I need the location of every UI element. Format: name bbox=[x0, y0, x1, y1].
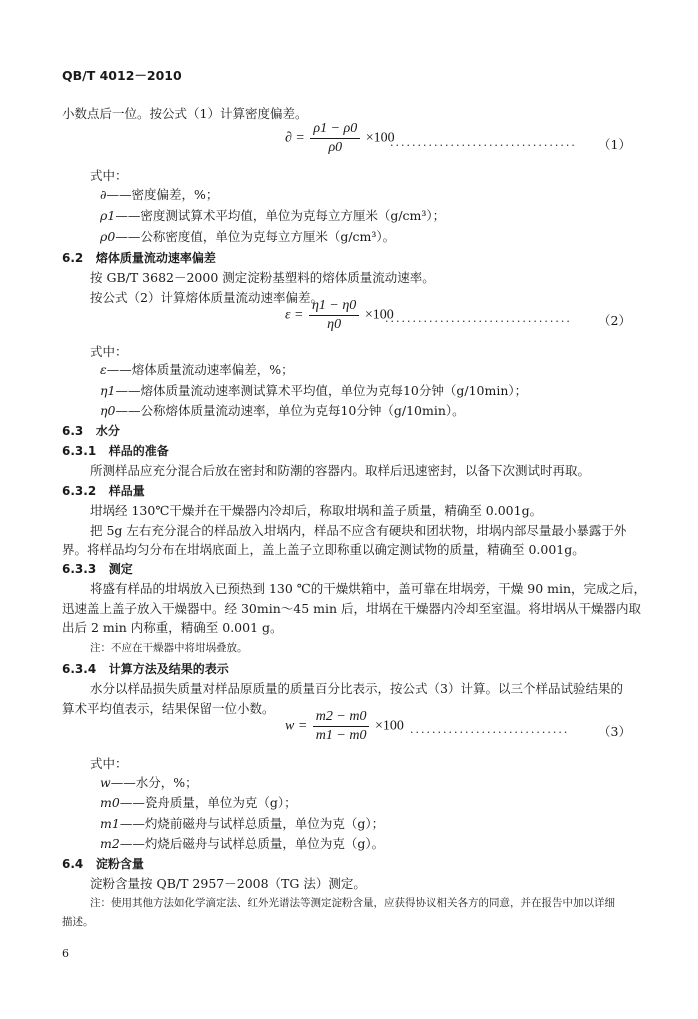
equation-3: w = $\frac{m2 - m0}{m1 - m0}$ ×100 bbox=[285, 709, 404, 743]
definition-row: ρ0——公称密度值，单位为克每立方厘米（g/cm³）。 bbox=[100, 229, 396, 244]
paragraph-line: 界。将样品均匀分布在坩埚底面上，盖上盖子立即称重以确定测试物的质量，精确至 0.001g。 bbox=[62, 542, 585, 557]
section-heading-6-3-2: 6.3.2 样品量 bbox=[62, 484, 145, 498]
definition-row: η1——熔体质量流动速率测试算术平均值，单位为克每10分钟（g/10min）； bbox=[100, 383, 528, 398]
note: 注：不应在干燥器中将坩埚叠放。 bbox=[90, 642, 248, 654]
note: 注：使用其他方法如化学滴定法、红外光谱法等测定淀粉含量，应获得协议相关各方的同意，并在报告中加以详细 bbox=[90, 897, 615, 909]
paragraph-line: 算术平均值表示，结果保留一位小数。 bbox=[62, 701, 275, 716]
paragraph-line: 将盛有样品的坩埚放入已预热到 130 ℃的干燥烘箱中，盖可靠在坩埚旁，干燥 90 min，完成之后， bbox=[90, 581, 647, 596]
eq1-numerator: ρ1 − ρ0 bbox=[310, 122, 360, 139]
definition-row: ∂——密度偏差，%； bbox=[100, 187, 219, 202]
paragraph-line: 按公式（2）计算熔体质量流动速率偏差。 bbox=[90, 290, 323, 305]
paragraph-line: 出后 2 min 内称重，精确至 0.001 g。 bbox=[62, 620, 283, 635]
eq3-denominator: m1 − m0 bbox=[315, 728, 367, 743]
intro-line: 小数点后一位。按公式（1）计算密度偏差。 bbox=[62, 106, 308, 121]
definition-row: η0——公称熔体质量流动速率，单位为克每10分钟（g/10min）。 bbox=[100, 403, 465, 418]
paragraph-line: 按 GB/T 3682－2000 测定淀粉基塑料的熔体质量流动速率。 bbox=[90, 270, 435, 285]
section-heading-6-3: 6.3 水分 bbox=[62, 424, 120, 438]
eq1-denominator: ρ0 bbox=[328, 140, 343, 155]
eq2-denominator: η0 bbox=[327, 317, 342, 332]
equation-2-number: （2） bbox=[598, 313, 631, 328]
eq2-numerator: η1 − η0 bbox=[309, 299, 359, 316]
definition-row: w——水分，%； bbox=[100, 775, 198, 790]
definition-row: m1——灼烧前磁舟与试样总质量，单位为克（g）； bbox=[100, 816, 385, 831]
paragraph-line: 水分以样品损失质量对样品原质量的质量百分比表示，按公式（3）计算。以三个样品试验结果的 bbox=[90, 681, 623, 696]
section-heading-6-2: 6.2 熔体质量流动速率偏差 bbox=[62, 251, 216, 265]
paragraph-line: 淀粉含量按 QB/T 2957－2008（TG 法）测定。 bbox=[90, 876, 366, 891]
where-label-2: 式中： bbox=[90, 344, 128, 359]
definition-row: m0——瓷舟质量，单位为克（g）； bbox=[100, 795, 297, 810]
paragraph-line: 迅速盖上盖子放入干燥器中。经 30min～45 min 后，坩埚在干燥器内冷却至室温。将坩埚从干燥器内取 bbox=[62, 601, 642, 616]
paragraph-line: 坩埚经 130℃干燥并在干燥器内冷却后，称取坩埚和盖子质量，精确至 0.001g。 bbox=[90, 503, 543, 518]
paragraph-line: 所测样品应充分混合后放在密封和防潮的容器内。取样后迅速密封，以备下次测试时再取。 bbox=[90, 463, 591, 478]
definition-row: m2——灼烧后磁舟与试样总质量，单位为克（g）。 bbox=[100, 836, 385, 851]
equation-1-number: （1） bbox=[598, 137, 631, 152]
section-heading-6-3-1: 6.3.1 样品的准备 bbox=[62, 444, 169, 458]
equation-1: ∂ = $\frac{\rho 1 - \rho 0}{\rho 0}$ ×100 bbox=[285, 121, 395, 155]
note: 描述。 bbox=[62, 916, 94, 928]
standard-code: QB/T 4012－2010 bbox=[62, 68, 182, 83]
definition-row: ρ1——密度测试算术平均值，单位为克每立方厘米（g/cm³）； bbox=[100, 208, 446, 223]
where-label-1: 式中： bbox=[90, 168, 128, 183]
eq3-numerator: m2 − m0 bbox=[313, 710, 370, 727]
page-number: 6 bbox=[62, 947, 69, 960]
paragraph-line: 把 5g 左右充分混合的样品放入坩埚内，样品不应含有硬块和团状物，坩埚内部尽量最小暴露于外 bbox=[90, 523, 627, 538]
where-label-3: 式中： bbox=[90, 756, 128, 771]
definition-row: ε——熔体质量流动速率偏差，%； bbox=[100, 362, 294, 377]
section-heading-6-3-4: 6.3.4 计算方法及结果的表示 bbox=[62, 662, 229, 676]
section-heading-6-4: 6.4 淀粉含量 bbox=[62, 857, 144, 871]
equation-2: ε = $\frac{\eta 1 - \eta 0}{\eta 0}$ ×100 bbox=[285, 298, 394, 332]
section-heading-6-3-3: 6.3.3 测定 bbox=[62, 562, 133, 576]
equation-3-number: （3） bbox=[598, 724, 631, 739]
